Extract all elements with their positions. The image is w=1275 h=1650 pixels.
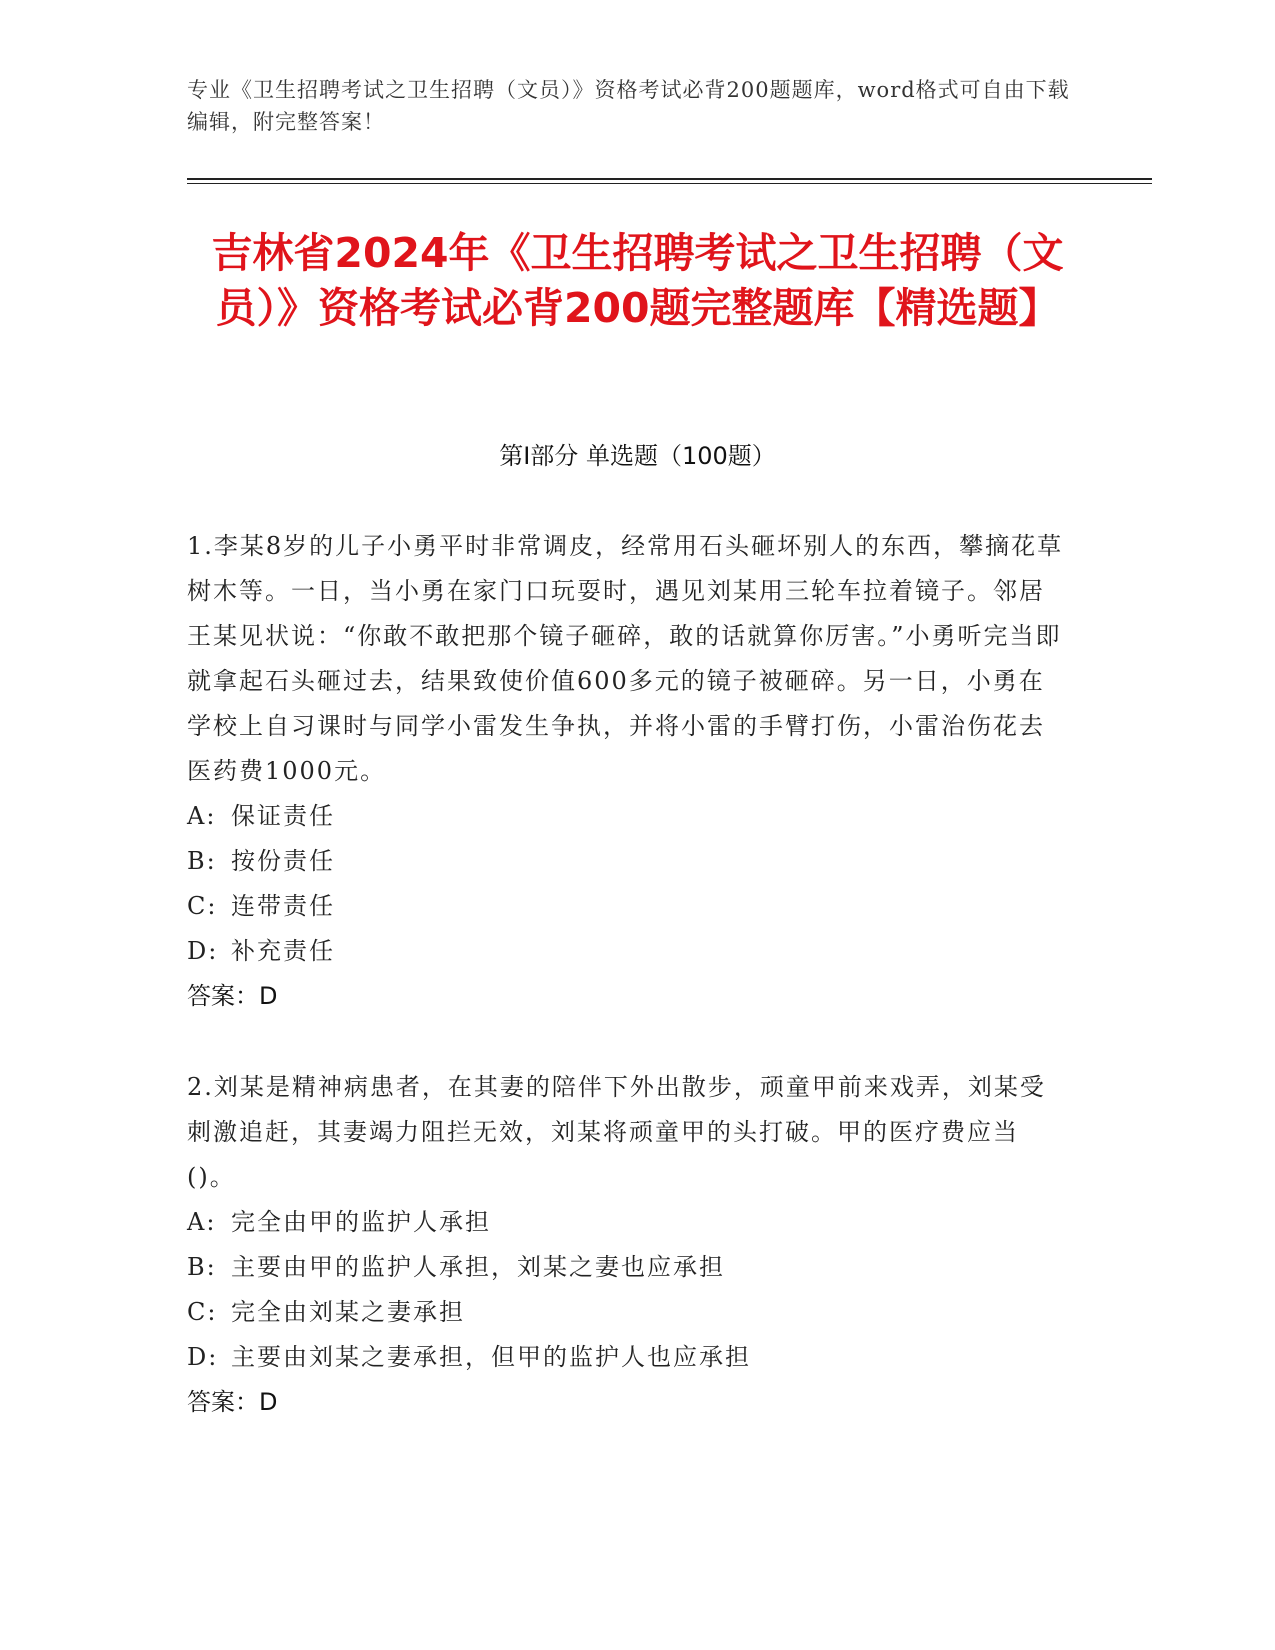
option-a bbox=[187, 794, 1067, 839]
option-text: 主要由甲的监护人承担，刘某之妻也应承担 bbox=[231, 1253, 725, 1281]
option-key: C: bbox=[187, 1298, 218, 1326]
option-c bbox=[187, 1290, 1067, 1335]
answer-line: 答案：D bbox=[187, 1388, 278, 1416]
option-key: A: bbox=[187, 1208, 217, 1236]
option-d bbox=[187, 929, 1067, 974]
option-key: D: bbox=[187, 1343, 219, 1371]
option-text: 完全由刘某之妻承担 bbox=[231, 1298, 465, 1326]
option-text: 连带责任 bbox=[231, 892, 335, 920]
question-2 bbox=[187, 1065, 1067, 1425]
option-text: 保证责任 bbox=[231, 802, 335, 830]
option-text: 补充责任 bbox=[231, 937, 335, 965]
option-key: B: bbox=[187, 1253, 217, 1281]
header-divider-thin bbox=[187, 183, 1152, 184]
option-text: 主要由刘某之妻承担，但甲的监护人也应承担 bbox=[231, 1343, 751, 1371]
header-note: 专业《卫生招聘考试之卫生招聘（文员）》资格考试必背200题题库，word格式可自由下载编辑，附完整答案！ bbox=[187, 78, 1070, 134]
option-key: D: bbox=[187, 937, 219, 965]
option-key: C: bbox=[187, 892, 218, 920]
option-key: A: bbox=[187, 802, 217, 830]
question-1 bbox=[187, 524, 1067, 1019]
option-a bbox=[187, 1200, 1067, 1245]
option-key: B: bbox=[187, 847, 217, 875]
question-stem: 1.李某8岁的儿子小勇平时非常调皮，经常用石头砸坏别人的东西，攀摘花草树木等。一日，当小勇在家门口玩耍时，遇见刘某用三轮车拉着镜子。邻居王某见状说：“你敢不敢把那个镜子砸碎，敢的话就算你厉害。”小勇听完当即就拿起石头砸过去，结果致使价值600多元的镜子被砸碎。另一日，小勇在学校上自习课时与同学小雷发生争执，并将小雷的手臂打伤，小雷治伤花去医药费1000元。 bbox=[187, 532, 1064, 785]
option-b bbox=[187, 839, 1067, 884]
option-c bbox=[187, 884, 1067, 929]
section-heading: 第I部分 单选题（100题） bbox=[499, 442, 776, 470]
question-stem: 2.刘某是精神病患者，在其妻的陪伴下外出散步，顽童甲前来戏弄，刘某受刺激追赶，其妻竭力阻拦无效，刘某将顽童甲的头打破。甲的医疗费应当()。 bbox=[187, 1073, 1046, 1191]
option-text: 完全由甲的监护人承担 bbox=[231, 1208, 491, 1236]
answer-line: 答案：D bbox=[187, 982, 278, 1010]
document-title: 吉林省2024年《卫生招聘考试之卫生招聘（文员）》资格考试必背200题完整题库【精选题】 bbox=[211, 229, 1064, 332]
header-divider bbox=[187, 178, 1152, 180]
option-text: 按份责任 bbox=[231, 847, 335, 875]
option-d bbox=[187, 1335, 1067, 1380]
option-b bbox=[187, 1245, 1067, 1290]
